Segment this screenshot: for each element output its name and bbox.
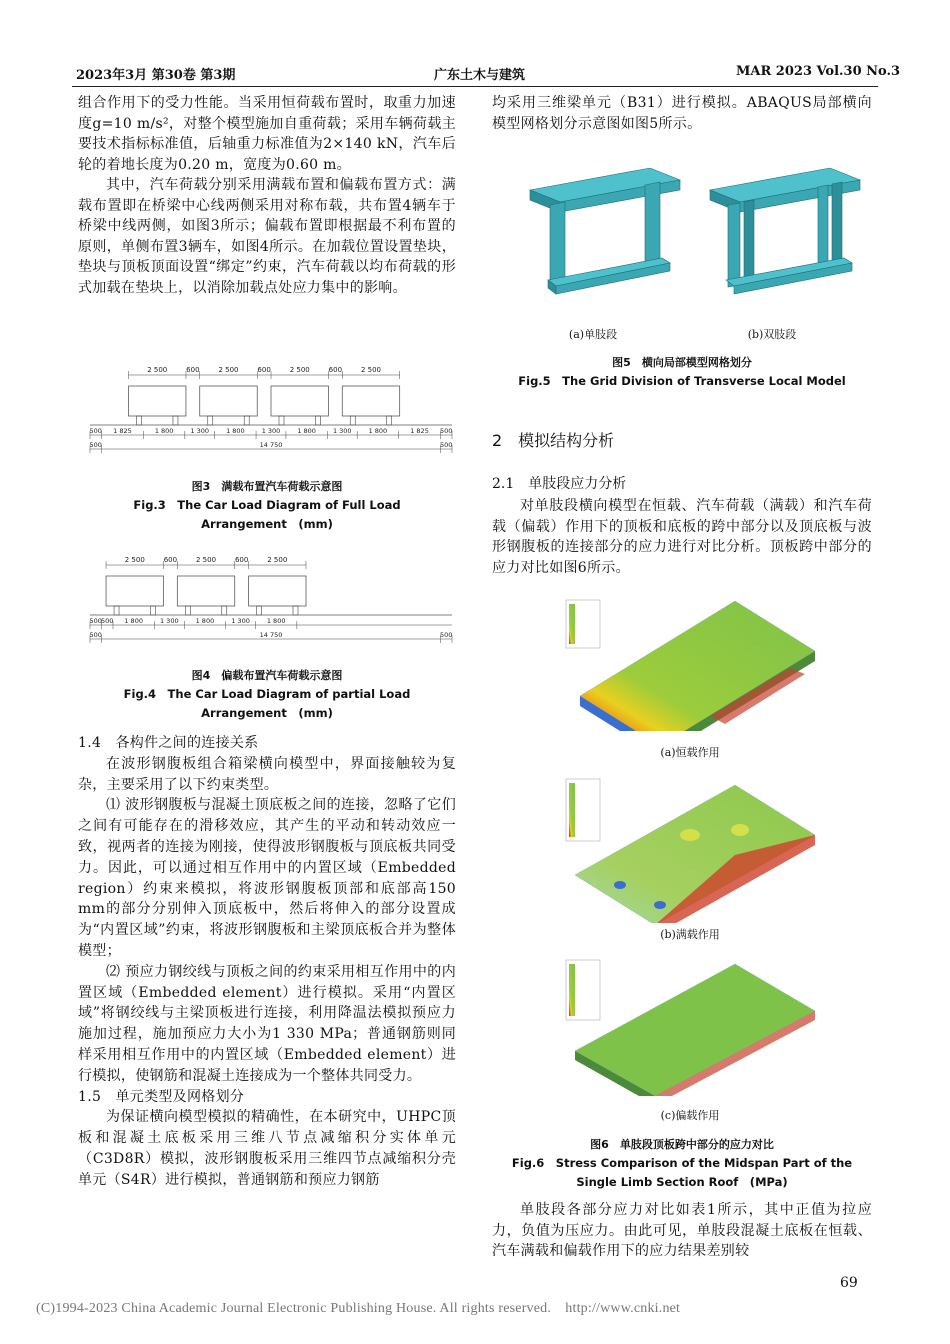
fig4-cars [106, 576, 306, 615]
fig3-bottom-dims [90, 427, 453, 439]
figure-5-caption [492, 353, 872, 391]
fig3-caption-en-2: Arrangement (mm) [201, 517, 333, 531]
figure-3-diagram [86, 363, 456, 458]
paragraph: 单肢段各部分应力对比如表1所示，其中正值为拉应力，负值为压应力。由此可见，单肢段混凝土底板在恒载、汽车满载和偏载作用下的应力结果差别较 [492, 1202, 872, 1259]
wheel-block [114, 606, 119, 615]
section-1-5-heading: 1.5 单元类型及网格划分 [78, 1088, 245, 1105]
wheel-block [136, 416, 141, 425]
figure-5-models [520, 150, 865, 310]
header-rule [72, 86, 878, 87]
dim-label: 500 [89, 427, 102, 435]
dim-label: 1 800 [195, 617, 215, 625]
dim-label: 600 [186, 366, 200, 374]
dim-label: 500 [101, 617, 114, 625]
dim-label: 14 750 [259, 441, 283, 449]
left-column-top [78, 93, 456, 298]
double-limb-model [710, 168, 860, 294]
dim-label: 2 500 [218, 366, 239, 374]
dim-label: 1 300 [261, 427, 281, 435]
copyright-footer: (C)1994-2023 China Academic Journal Electronic Publishing House. All rights reserved. http://www.cnki.net [36, 1301, 681, 1316]
dim-label: 2 500 [124, 556, 145, 564]
wheel-block [387, 416, 392, 425]
fig4-caption-zh: 图4 偏载布置汽车荷载示意图 [191, 669, 343, 682]
car-outline [200, 386, 257, 416]
wheel-block [293, 606, 298, 615]
fig6-label-c: (c)偏载作用 [660, 1109, 720, 1122]
right-column-bottom [492, 1200, 872, 1262]
fig6-caption-en-2: Single Limb Section Roof (MPa) [576, 1175, 788, 1189]
dim-label: 500 [440, 441, 453, 449]
car-outline [106, 576, 163, 606]
fig3-caption-zh: 图3 满载布置汽车荷载示意图 [191, 480, 343, 493]
dim-label: 600 [163, 556, 178, 564]
dim-label: 2 500 [147, 366, 168, 374]
dim-label: 1 800 [226, 427, 245, 435]
dim-label: 2 500 [267, 556, 288, 564]
fig4-caption-en: Fig.4 The Car Load Diagram of partial Load [123, 687, 411, 701]
wheel-block [185, 606, 190, 615]
dim-label: 1 800 [124, 617, 143, 625]
fig4-bottom-dims [90, 617, 452, 629]
paragraph: 均采用三维梁单元（B31）进行模拟。ABAQUS局部横向模型网格划分示意图如图5所示。 [492, 95, 872, 132]
car-outline [128, 386, 185, 416]
dim-label: 1 825 [113, 427, 132, 435]
dim-label: 500 [440, 427, 453, 435]
fig6-label-b: (b)满载作用 [660, 928, 720, 941]
paragraph: ⑴ 波形钢腹板与混凝土顶底板之间的连接，忽略了它们之间有可能存在的滑移效应，其产生的平动和转动效应一致，视两者的连接为刚接，使得波形钢腹板与顶底板共同受力。因此，可以通过相互作用中的内置区域（Embedded region）约束来模拟，将波形钢腹板顶部和底部高150 mm的部分分别伸入顶底板中，然后将伸入的部分设置成为“内置区域”约束，将波形钢腹板和主梁顶底板合并为整体模型； [78, 797, 456, 959]
car-outline [249, 576, 306, 606]
dim-label: 1 300 [332, 427, 352, 435]
paragraph: 组合作用下的受力性能。当采用恒荷载布置时，取重力加速度g=10 m/s²，对整个模型施加自重荷载；采用车辆荷载主要技术指标标准值，后轴重力标准值为2×140 kN，汽车后轮的着地长度为0.20 m，宽度为0.60 m。 [78, 95, 456, 173]
fig4-total-dims [90, 631, 453, 643]
dim-label: 1 800 [297, 427, 316, 435]
dim-label: 2 500 [289, 366, 310, 374]
dim-label: 1 825 [410, 427, 429, 435]
wheel-block [257, 606, 262, 615]
fig5-label-a: (a)单肢段 [568, 328, 618, 341]
wheel-block [151, 606, 156, 615]
dim-label: 600 [257, 366, 271, 374]
fig6-contour-b [560, 775, 820, 923]
dim-label: 600 [328, 366, 343, 374]
car-outline [177, 576, 234, 606]
dim-label: 500 [89, 441, 102, 449]
fig3-total-dims [90, 441, 453, 453]
fig5-caption-en: Fig.5 The Grid Division of Transverse Local Model [518, 374, 846, 388]
right-column-mid [492, 496, 872, 578]
journal-issue: 2023年3月 第30卷 第3期 [76, 68, 236, 83]
dim-label: 500 [89, 617, 102, 625]
fig5-caption-zh: 图5 横向局部模型网格划分 [612, 356, 752, 369]
fig6-caption-zh: 图6 单肢段顶板跨中部分的应力对比 [590, 1138, 774, 1151]
journal-volume: MAR 2023 Vol.30 No.3 [736, 64, 901, 79]
single-limb-model [530, 168, 680, 294]
dim-label: 1 800 [266, 617, 286, 625]
figure-4-diagram [86, 553, 456, 648]
figure-6-caption [492, 1135, 872, 1192]
dim-label: 1 300 [231, 617, 250, 625]
fig3-top-dims [128, 366, 399, 379]
dim-label: 14 750 [259, 631, 283, 639]
car-outline [271, 386, 328, 416]
paragraph: ⑵ 预应力钢绞线与顶板之间的约束采用相互作用中的内置区域（Embedded element）进行模拟。采用“内置区域”将钢绞线与主梁顶板进行连接，利用降温法模拟预应力施加过程，施加预应力大小为1 330 MPa；普通钢筋则同样采用相互作用中的内置区域（Embedded element）进行模拟，使钢筋和混凝土连接成为一个整体共同受力。 [78, 963, 456, 1084]
fig6-label-a: (a)恒载作用 [660, 746, 720, 759]
paragraph: 对单肢段横向模型在恒载、汽车荷载（满载）和汽车荷载（偏载）作用下的顶板和底板的跨中部分以及顶底板与波形钢腹板的连接部分的应力进行对比分析。顶板跨中部分的应力对比如图6所示。 [492, 498, 872, 576]
journal-name: 广东土木与建筑 [434, 68, 526, 83]
dim-label: 2 500 [196, 556, 217, 564]
figure-3-caption [78, 477, 456, 534]
paragraph: 在波形钢腹板组合箱梁横向模型中，界面接触较为复杂，主要采用了以下约束类型。 [78, 755, 456, 793]
fig4-top-dims [106, 556, 306, 569]
fig5-label-b: (b)双肢段 [747, 328, 797, 341]
wheel-block [279, 416, 284, 425]
section-2-heading: 2 模拟结构分析 [492, 431, 615, 450]
figure-4-caption [78, 666, 456, 723]
dim-label: 600 [234, 556, 249, 564]
wheel-block [208, 416, 213, 425]
section-1-4-heading: 1.4 各构件之间的连接关系 [78, 735, 259, 751]
paragraph: 其中，汽车荷载分别采用满载布置和偏载布置方式：满载布置即在桥梁中心线两侧采用对称布载，共布置4辆车于桥梁中线两侧，如图3所示；偏载布置即根据最不利布置的原则，单侧布置3辆车，如图4所示。在加载位置设置垫块，垫块与顶板顶面设置“绑定”约束，汽车荷载以均布荷载的形式加载在垫块上，以消除加载点处应力集中的影响。 [78, 177, 456, 296]
wheel-block [315, 416, 320, 425]
wheel-block [173, 416, 178, 425]
dim-label: 500 [89, 631, 102, 639]
fig6-contour-c [560, 956, 820, 1096]
fig6-caption-en: Fig.6 Stress Comparison of the Midspan Part of the [511, 1156, 853, 1170]
left-column-bottom [78, 733, 456, 1191]
dim-label: 1 800 [368, 427, 388, 435]
page-number: 69 [840, 1275, 858, 1291]
wheel-block [350, 416, 355, 425]
wheel-block [244, 416, 249, 425]
section-2-1-heading: 2.1 单肢段应力分析 [492, 476, 627, 492]
wheel-block [222, 606, 227, 615]
dim-label: 500 [440, 631, 453, 639]
right-column-top [492, 93, 872, 134]
car-outline [342, 386, 399, 416]
dim-label: 1 800 [154, 427, 174, 435]
dim-label: 1 300 [190, 427, 210, 435]
fig3-cars [128, 386, 399, 425]
paragraph: 为保证横向模型模拟的精确性，在本研究中，UHPC顶板和混凝土底板采用三维八节点减缩积分实体单元（C3D8R）模拟，波形钢腹板采用三维四节点减缩积分壳单元（S4R）进行模拟，普通钢筋和预应力钢筋 [78, 1109, 456, 1188]
dim-label: 2 500 [360, 366, 382, 374]
dim-label: 1 300 [159, 617, 179, 625]
fig3-caption-en: Fig.3 The Car Load Diagram of Full Load [133, 498, 401, 512]
fig4-caption-en-2: Arrangement (mm) [201, 706, 333, 720]
fig6-contour-a [560, 596, 820, 731]
